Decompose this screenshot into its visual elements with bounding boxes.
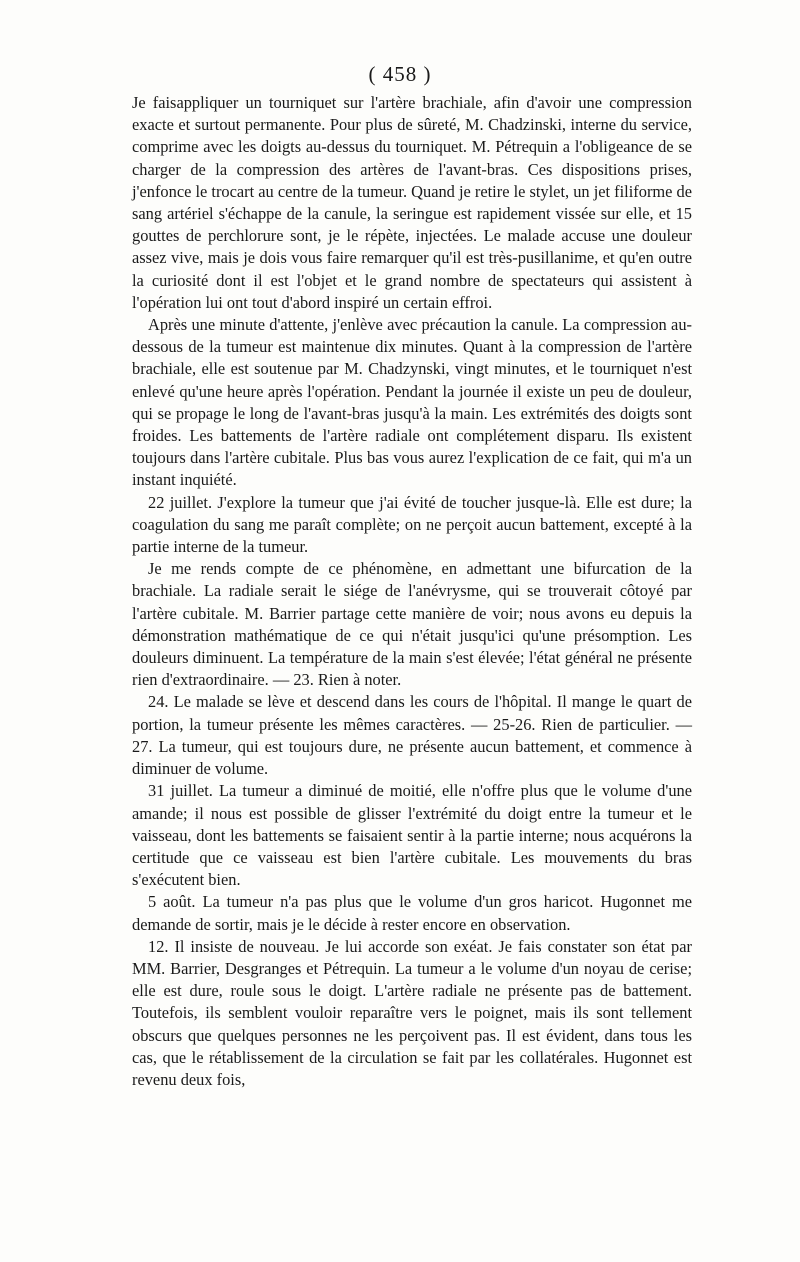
paragraph: Je faisappliquer un tourniquet sur l'artère brachiale, afin d'avoir une compression exacte et surtout permanente. Pour plus de sûreté, M. Chadzinski, interne du service, comprime avec les doigts au-dessus du tourniquet. M. Pétrequin a l'obligeance de se charger de la compression des artères de l'avant-bras. Ces dispositions prises, j'enfonce le trocart au centre de la tumeur. Quand je retire le stylet, un jet filiforme de sang artériel s'échappe de la canule, la seringue est rapidement vissée sur elle, et 15 gouttes de perchlorure sont, je le répète, injectées. Le malade accuse une douleur assez vive, mais je dois vous faire remarquer qu'il est très-pusillanime, et qu'en outre la curiosité dont il est l'objet et le grand nombre de spectateurs qui assistent à l'opération lui ont tout d'abord inspiré un certain effroi. [132, 93, 692, 312]
paragraph: 5 août. La tumeur n'a pas plus que le volume d'un gros haricot. Hugonnet me demande de sortir, mais je le décide à rester encore en observation. [132, 892, 692, 934]
page-number: ( 458 ) [368, 62, 432, 86]
paragraph: 31 juillet. La tumeur a diminué de moitié, elle n'offre plus que le volume d'une amande; il nous est possible de glisser l'extrémité du doigt entre la tumeur et le vaisseau, dont les battements se faisaient sentir à la partie interne; nous acquérons la certitude que ce vaisseau est bien l'artère cubitale. Les mouvements du bras s'exécutent bien. [132, 781, 692, 890]
paragraph: 24. Le malade se lève et descend dans les cours de l'hôpital. Il mange le quart de portion, la tumeur présente les mêmes caractères. — 25-26. Rien de particulier. — 27. La tumeur, qui est toujours dure, ne présente aucun battement, et commence à diminuer de volume. [132, 692, 692, 779]
paragraph: Je me rends compte de ce phénomène, en admettant une bifurcation de la brachiale. La radiale serait le siége de l'anévrysme, qui se trouverait côtoyé par l'artère cubitale. M. Barrier partage cette manière de voir; nous avons eu depuis la démonstration mathématique de ce qui n'était jusqu'ici qu'une présomption. Les douleurs diminuent. La température de la main s'est élevée; l'état général ne présente rien d'extraordinaire. — 23. Rien à noter. [132, 559, 692, 690]
paragraph: 12. Il insiste de nouveau. Je lui accorde son exéat. Je fais constater son état par MM. Barrier, Desgranges et Pétrequin. La tumeur a le volume d'un noyau de cerise; elle est dure, roule sous le doigt. L'artère radiale ne présente pas de battement. Toutefois, ils semblent vouloir reparaître vers le poignet, mais ils sont tellement obscurs que quelques personnes ne les perçoivent pas. Il est évident, dans tous les cas, que le rétablissement de la circulation se fait par les collatérales. Hugonnet est revenu deux fois, [132, 936, 692, 1089]
paragraph: 22 juillet. J'explore la tumeur que j'ai évité de toucher jusque-là. Elle est dure; la coagulation du sang me paraît complète; on ne perçoit aucun battement, excepté à la partie interne de la tumeur. [132, 492, 692, 557]
body-text [132, 92, 692, 1091]
paragraph: Après une minute d'attente, j'enlève avec précaution la canule. La compression au-dessous de la tumeur est maintenue dix minutes. Quant à la compression de l'artère brachiale, elle est soutenue par M. Chadzynski, vingt minutes, et le tourniquet n'est enlevé qu'une heure après l'opération. Pendant la journée il existe un peu de douleur, qui se propage le long de l'avant-bras jusqu'à la main. Les extrémités des doigts sont froides. Les battements de l'artère radiale ont complétement disparu. Ils existent toujours dans l'artère cubitale. Plus bas vous aurez l'explication de ce fait, qui m'a un instant inquiété. [132, 315, 692, 490]
